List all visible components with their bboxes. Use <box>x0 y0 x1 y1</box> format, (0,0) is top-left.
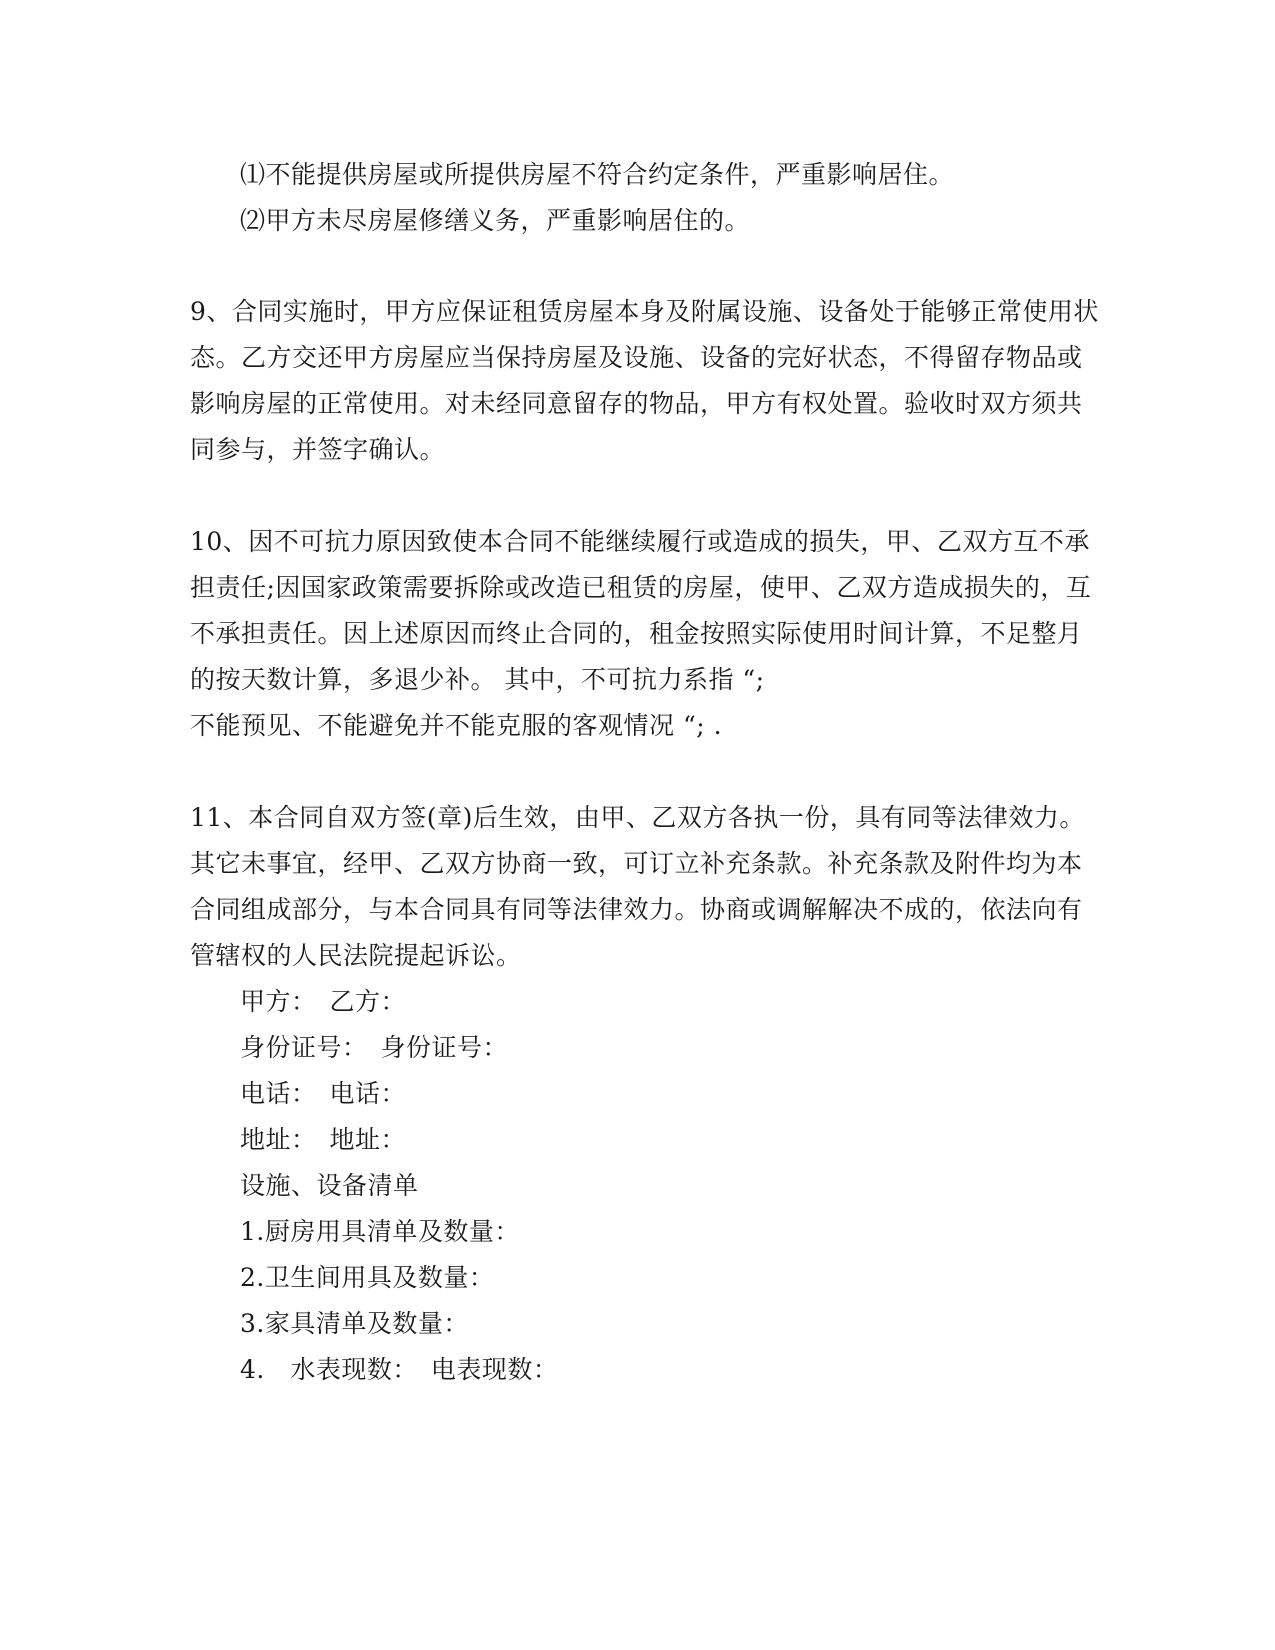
clause-11-line-4: 管辖权的人民法院提起诉讼。 <box>190 941 522 970</box>
clause-9-line-3: 影响房屋的正常使用。对未经同意留存的物品，甲方有权处置。验收时双方须共 <box>190 389 1083 418</box>
clause-10-line-4: 的按天数计算，多退少补。 其中，不可抗力系指 “; <box>190 665 765 694</box>
clause-10-line-2: 担责任;因国家政策需要拆除或改造已租赁的房屋，使甲、乙双方造成损失的，互 <box>190 573 1092 602</box>
phone-numbers: 电话： 电话： <box>240 1079 407 1108</box>
clause-10-line-3: 不承担责任。因上述原因而终止合同的，租金按照实际使用时间计算，不足整月 <box>190 619 1083 648</box>
addresses: 地址： 地址： <box>240 1125 407 1154</box>
equipment-item-bathroom: 2.卫生间用具及数量： <box>240 1263 495 1292</box>
clause-9-line-4: 同参与，并签字确认。 <box>190 435 446 464</box>
equipment-item-meters: 4. 水表现数： 电表现数： <box>240 1355 559 1384</box>
equipment-item-furniture: 3.家具清单及数量： <box>240 1309 469 1338</box>
sub-item-2: ⑵甲方未尽房屋修缮义务，严重影响居住的。 <box>240 206 751 235</box>
clause-9-line-1: 9、合同实施时，甲方应保证租赁房屋本身及附属设施、设备处于能够正常使用状 <box>190 297 1099 326</box>
clause-9-line-2: 态。乙方交还甲方房屋应当保持房屋及设施、设备的完好状态，不得留存物品或 <box>190 343 1083 372</box>
party-names: 甲方： 乙方： <box>240 987 407 1016</box>
clause-11-line-2: 其它未事宜，经甲、乙双方协商一致，可订立补充条款。补充条款及附件均为本 <box>190 849 1083 878</box>
id-numbers: 身份证号： 身份证号： <box>240 1033 509 1062</box>
clause-11-line-1: 11、本合同自双方签(章)后生效，由甲、乙双方各执一份，具有同等法律效力。 <box>190 803 1085 832</box>
equipment-item-kitchen: 1.厨房用具清单及数量： <box>240 1217 520 1246</box>
clause-10-line-1: 10、因不可抗力原因致使本合同不能继续履行或造成的损失，甲、乙双方互不承 <box>190 527 1090 556</box>
sub-item-1: ⑴不能提供房屋或所提供房屋不符合约定条件，严重影响居住。 <box>240 160 955 189</box>
clause-11-line-3: 合同组成部分，与本合同具有同等法律效力。协商或调解解决不成的，依法向有 <box>190 895 1083 924</box>
equipment-list-heading: 设施、设备清单 <box>240 1171 419 1200</box>
clause-10-line-5: 不能预见、不能避免并不能克服的客观情况 “; . <box>190 711 723 740</box>
